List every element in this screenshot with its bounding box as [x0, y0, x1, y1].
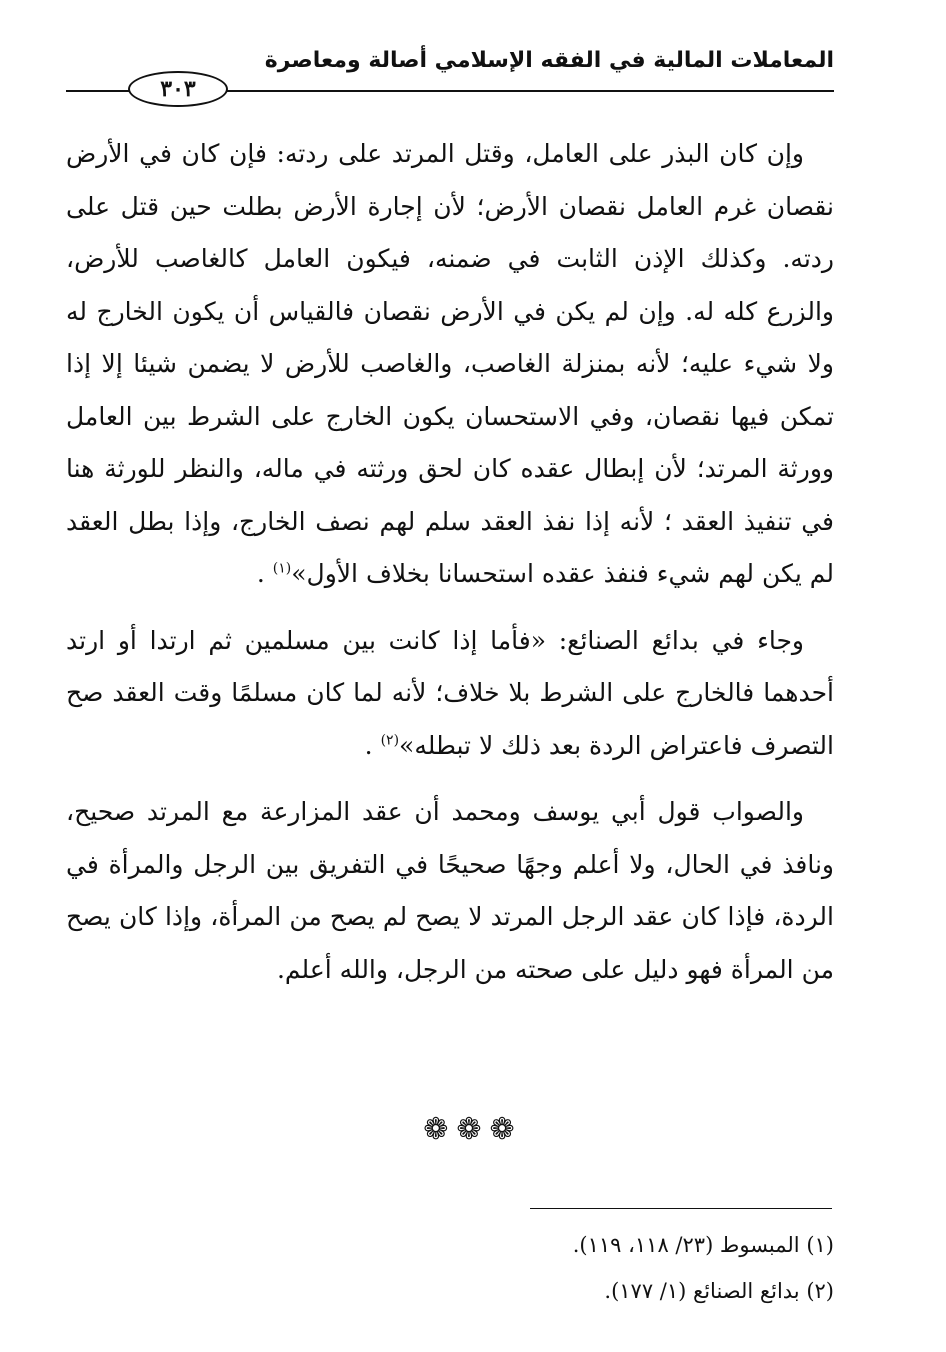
- footnotes: [234, 1222, 834, 1314]
- page-number: ٣٠٣: [128, 71, 228, 107]
- body-text: [66, 128, 834, 996]
- paragraph-text: وجاء في بدائع الصنائع: «فأما إذا كانت بين مسلمين ثم ارتدا أو ارتد أحدهما فالخارج على الشرط بلا خلاف؛ لأنه لما كان مسلمًا وقت العقد صح التصرف فاعتراض الردة بعد ذلك لا تبطله»: [66, 625, 834, 760]
- paragraph: [66, 128, 834, 601]
- paragraph-text: والصواب قول أبي يوسف ومحمد أن عقد المزارعة مع المرتد صحيح، ونافذ في الحال، ولا أعلم وجهًا صحيحًا في التفريق بين الرجل والمرأة في الردة، فإذا كان عقد الرجل المرتد لا يصح لم يصح من المرأة، وإذا كان يصح من المرأة فهو دليل على صحته من الرجل، والله أعلم.: [66, 797, 834, 984]
- footnote-1: (١) المبسوط (٢٣/ ١١٨، ١١٩).: [572, 1233, 834, 1257]
- footnote-rule: [530, 1208, 832, 1209]
- paragraph-end: .: [256, 559, 273, 588]
- book-title: المعاملات المالية في الفقه الإسلامي أصالة ومعاصرة: [264, 48, 834, 73]
- paragraph: [66, 615, 834, 773]
- paragraph-text: وإن كان البذر على العامل، وقتل المرتد على ردته: فإن كان في الأرض نقصان غرم العامل نقصان الأرض؛ لأن إجارة الأرض بطلت حين قتل على ردته. وكذلك الإذن الثابت في ضمنه، فيكون العامل كالغاصب للأرض، والزرع كله له. وإن لم يكن في الأرض نقصان فالقياس أن يكون الخارج له ولا شيء عليه؛ لأنه بمنزلة الغاصب، والغاصب للأرض لا يضمن شيئا إلا إذا تمكن فيها نقصان، وفي الاستحسان يكون الخارج على الشرط بين العامل وورثة المرتد؛ لأن إبطال عقده كان لحق ورثته في ماله، والنظر للورثة هنا في تنفيذ العقد ؛ لأنه إذا نفذ العقد سلم لهم نصف الخارج، وإذا بطل العقد لم يكن لهم شيء فنفذ عقده استحسانا بخلاف الأول»: [66, 139, 834, 588]
- page-header: [66, 40, 834, 100]
- section-ornaments: ❁❁❁: [423, 1112, 523, 1147]
- paragraph-end: .: [364, 730, 381, 760]
- paragraph: [66, 786, 834, 996]
- footnote-ref[interactable]: (١): [272, 560, 292, 577]
- footnote-ref[interactable]: (٢): [380, 732, 400, 749]
- footnote-2: (٢) بدائع الصنائع (١/ ١٧٧).: [604, 1279, 834, 1303]
